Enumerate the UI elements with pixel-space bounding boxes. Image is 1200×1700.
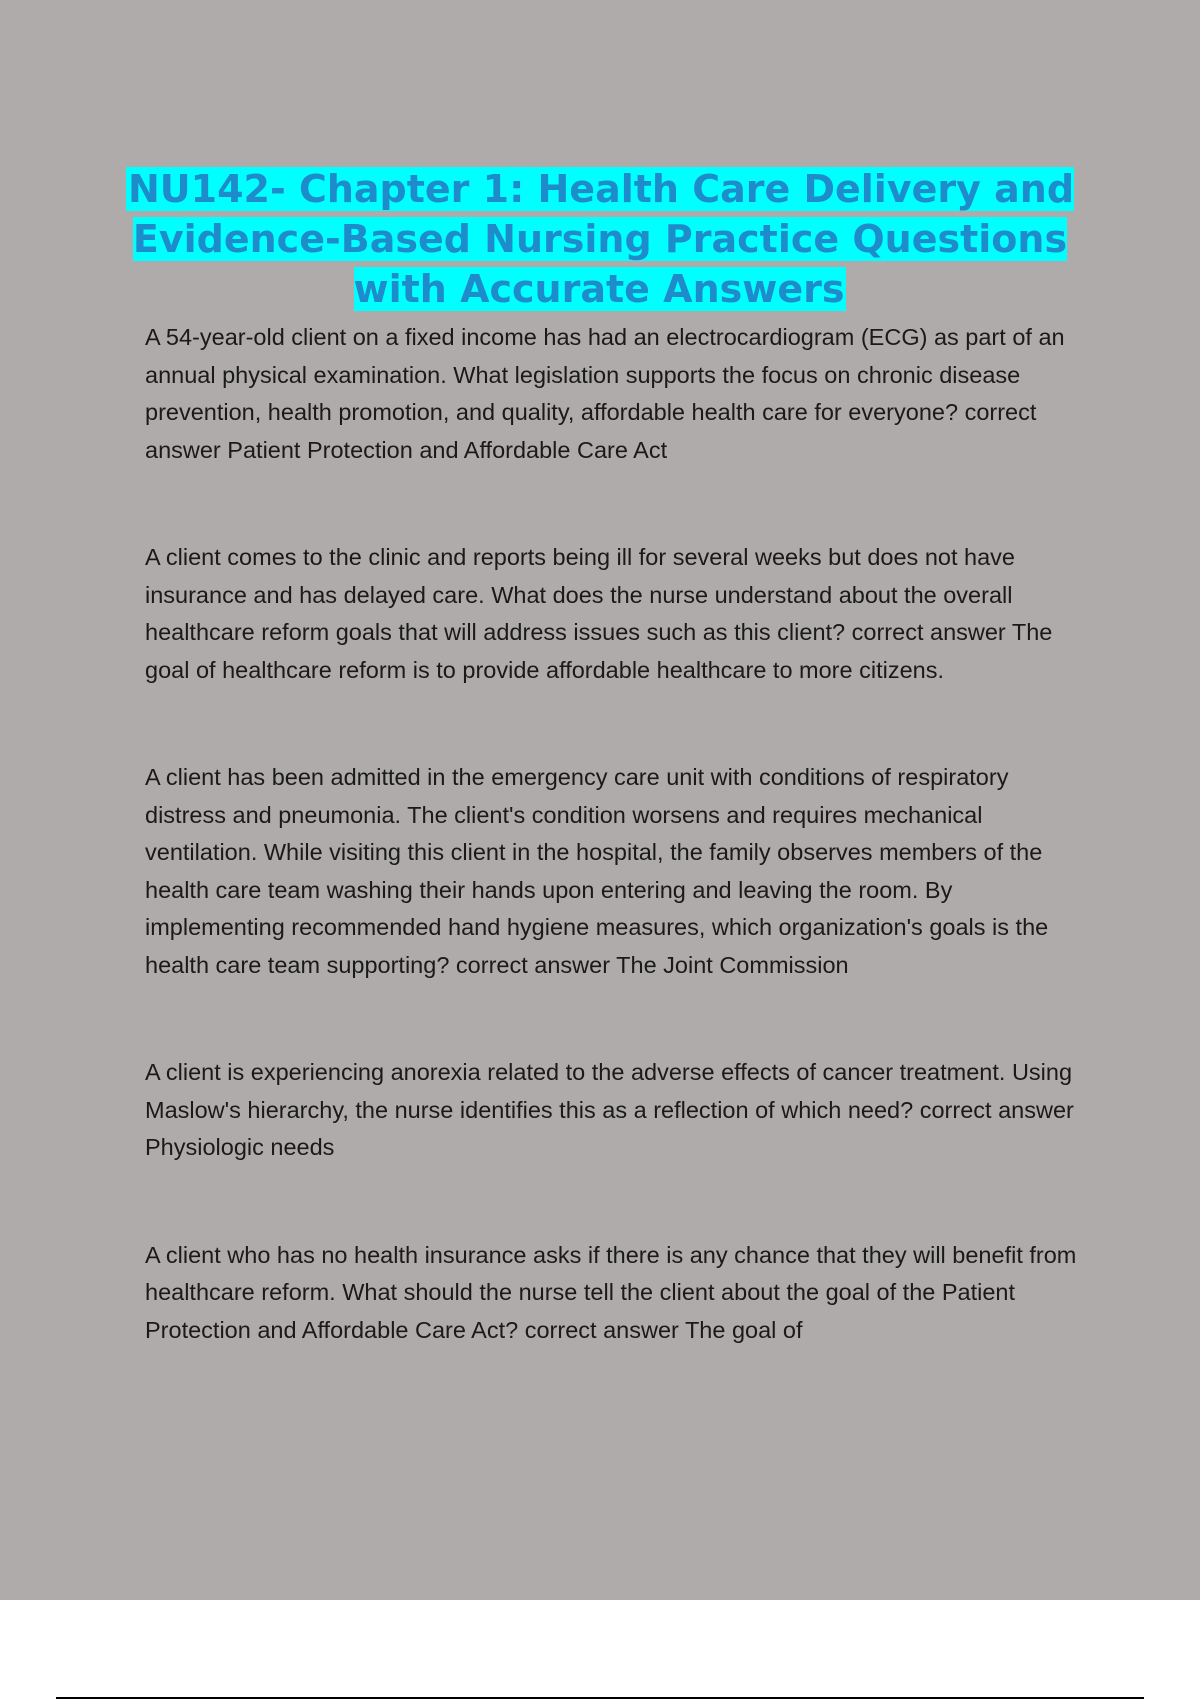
answer-label: correct answer: [145, 399, 1037, 463]
question-text: A client is experiencing anorexia related to the adverse effects of cancer treatment. Using Maslow's hierarchy, the nurse identifies this as a reflection of which need?: [145, 1059, 1073, 1123]
document-title: [100, 164, 1100, 314]
question-text: A client has been admitted in the emergency care unit with conditions of respiratory distress and pneumonia. The client's condition worsens and requires mechanical ventilation. While visiting this client in the hospital, the family observes members of the health care team washing their hands upon entering and leaving the room. By implementing recommended hand hygiene measures, which organization's goals is the health care team supporting?: [145, 764, 1049, 978]
answer-text: Physiologic needs: [145, 1134, 335, 1160]
question-item: [145, 319, 1085, 469]
question-text: A 54-year-old client on a fixed income has had an electrocardiogram (ECG) as part of an annual physical examination. What legislation supports the focus on chronic disease prevention, health promotion, and quality, affordable health care for everyone?: [145, 324, 1065, 425]
answer-label: correct answer: [524, 1316, 679, 1343]
answer-text: The Joint Commission: [616, 951, 849, 978]
answer-text: The goal of healthcare reform is to provide affordable healthcare to more citizens.: [145, 619, 1053, 683]
answer-label: correct answer: [455, 951, 611, 978]
question-item: [145, 1054, 1085, 1167]
title-highlight: NU142- Chapter 1: Health Care Delivery and Evidence-Based Nursing Practice Questions with Accurate Answers: [127, 167, 1075, 311]
question-item: [145, 759, 1085, 984]
question-text: A client who has no health insurance asks if there is any chance that they will benefit from healthcare reform. What should the nurse tell the client about the goal of the Patient Protection and Affordable Care Act?: [145, 1241, 1077, 1343]
question-item: [145, 1237, 1085, 1350]
answer-label: correct answer: [919, 1096, 1074, 1123]
question-item: [145, 539, 1085, 689]
page-divider: [56, 1697, 1144, 1699]
question-text: A client comes to the clinic and reports being ill for several weeks but does not have insurance and has delayed care. What does the nurse understand about the overall healthcare reform goals that will address issues such as this client?: [145, 544, 1015, 645]
answer-text: Patient Protection and Affordable Care Act: [227, 436, 668, 463]
answer-label: correct answer: [851, 619, 1006, 645]
question-list: [145, 319, 1085, 1419]
answer-text: The goal of: [684, 1316, 803, 1343]
